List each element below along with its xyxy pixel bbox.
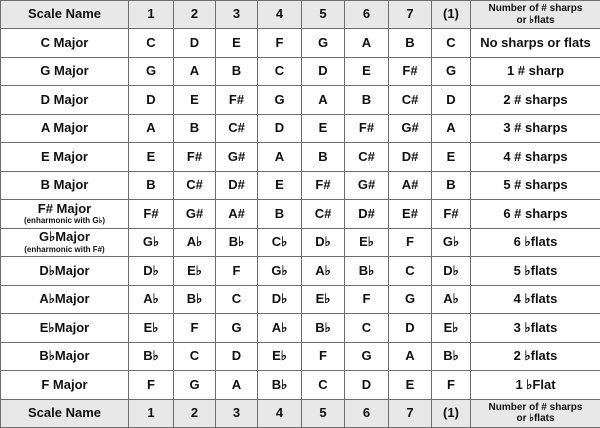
note-cell: B♭	[345, 257, 389, 286]
note-cell: B	[129, 171, 174, 200]
note-cell: D♭	[129, 257, 174, 286]
note-cell: C#	[174, 171, 216, 200]
note-cell: C#	[345, 143, 389, 172]
scale-name-cell	[1, 371, 129, 400]
note-cell: D	[174, 29, 216, 58]
note-cell: F	[174, 314, 216, 343]
note-cell: C♭	[258, 228, 302, 257]
note-cell: F	[302, 342, 345, 371]
scale-name: G Major	[1, 64, 128, 78]
degree-footer: 4	[258, 399, 302, 427]
note-cell: D	[302, 57, 345, 86]
note-cell: G#	[174, 200, 216, 229]
note-cell: B	[389, 29, 432, 58]
note-cell: G♭	[258, 257, 302, 286]
count-footer	[471, 399, 600, 427]
table-row	[1, 285, 600, 314]
note-cell: E	[345, 57, 389, 86]
accidental-count-cell: 4 ♭flats	[471, 285, 600, 314]
footer-row	[1, 399, 600, 427]
note-cell: A	[258, 143, 302, 172]
degree-header: (1)	[432, 1, 471, 29]
note-cell: A	[345, 29, 389, 58]
note-cell: C#	[389, 86, 432, 115]
note-cell: C	[389, 257, 432, 286]
table-row	[1, 314, 600, 343]
table-row	[1, 57, 600, 86]
note-cell: G	[258, 86, 302, 115]
table-row	[1, 371, 600, 400]
note-cell: C	[345, 314, 389, 343]
note-cell: D♭	[432, 257, 471, 286]
note-cell: F#	[302, 171, 345, 200]
accidental-count-cell: 5 ♭flats	[471, 257, 600, 286]
note-cell: A♭	[432, 285, 471, 314]
note-cell: G	[389, 285, 432, 314]
note-cell: C	[258, 57, 302, 86]
degree-footer: (1)	[432, 399, 471, 427]
note-cell: G♭	[129, 228, 174, 257]
scale-name-cell	[1, 171, 129, 200]
degree-header: 6	[345, 1, 389, 29]
header-row	[1, 1, 600, 29]
scale-name-cell	[1, 342, 129, 371]
note-cell: F#	[174, 143, 216, 172]
enharmonic-note: (enharmonic with F#)	[1, 246, 128, 255]
scale-name-cell	[1, 285, 129, 314]
table-row	[1, 257, 600, 286]
note-cell: F	[216, 257, 258, 286]
scale-name-cell	[1, 57, 129, 86]
degree-header: 3	[216, 1, 258, 29]
note-cell: A	[432, 114, 471, 143]
note-cell: B	[216, 57, 258, 86]
note-cell: E	[174, 86, 216, 115]
note-cell: E	[258, 171, 302, 200]
note-cell: A	[389, 342, 432, 371]
note-cell: D#	[216, 171, 258, 200]
note-cell: B♭	[302, 314, 345, 343]
scale-name-cell	[1, 29, 129, 58]
degree-header: 5	[302, 1, 345, 29]
note-cell: B♭	[129, 342, 174, 371]
accidental-count-cell: 3 # sharps	[471, 114, 600, 143]
note-cell: B♭	[216, 228, 258, 257]
note-cell: C	[432, 29, 471, 58]
note-cell: G	[345, 342, 389, 371]
note-cell: C	[302, 371, 345, 400]
scale-name-footer: Scale Name	[1, 399, 129, 427]
table-row	[1, 143, 600, 172]
note-cell: B	[345, 86, 389, 115]
note-cell: A♭	[129, 285, 174, 314]
note-cell: F#	[389, 57, 432, 86]
note-cell: D	[389, 314, 432, 343]
note-cell: A♭	[302, 257, 345, 286]
note-cell: G#	[389, 114, 432, 143]
note-cell: E	[129, 143, 174, 172]
scale-name-header: Scale Name	[1, 1, 129, 29]
scale-name: G♭Major	[1, 230, 128, 244]
count-footer-line2: or ♭flats	[471, 413, 600, 425]
note-cell: A#	[216, 200, 258, 229]
count-header-line1: Number of # sharps	[471, 3, 600, 15]
scale-name: D Major	[1, 93, 128, 107]
count-header-line2: or ♭flats	[471, 15, 600, 27]
note-cell: A♭	[174, 228, 216, 257]
note-cell: A	[302, 86, 345, 115]
note-cell: D♭	[258, 285, 302, 314]
note-cell: G	[129, 57, 174, 86]
note-cell: D♭	[302, 228, 345, 257]
note-cell: C	[174, 342, 216, 371]
scale-name: B Major	[1, 178, 128, 192]
note-cell: E♭	[432, 314, 471, 343]
note-cell: D#	[389, 143, 432, 172]
accidental-count-cell: 4 # sharps	[471, 143, 600, 172]
note-cell: F#	[432, 200, 471, 229]
scale-name: E Major	[1, 150, 128, 164]
table-row	[1, 171, 600, 200]
scale-name-cell	[1, 200, 129, 229]
scale-name: B♭Major	[1, 349, 128, 363]
degree-footer: 2	[174, 399, 216, 427]
accidental-count-cell: 1 # sharp	[471, 57, 600, 86]
note-cell: D	[345, 371, 389, 400]
degree-header: 7	[389, 1, 432, 29]
note-cell: B	[258, 200, 302, 229]
scale-name-cell	[1, 114, 129, 143]
note-cell: B♭	[174, 285, 216, 314]
accidental-count-cell: 6 # sharps	[471, 200, 600, 229]
note-cell: B	[174, 114, 216, 143]
note-cell: E	[302, 114, 345, 143]
note-cell: A	[129, 114, 174, 143]
degree-footer: 6	[345, 399, 389, 427]
degree-header: 1	[129, 1, 174, 29]
scale-name: A♭Major	[1, 292, 128, 306]
accidental-count-cell: No sharps or flats	[471, 29, 600, 58]
scale-name: E♭Major	[1, 321, 128, 335]
accidental-count-cell: 2 # sharps	[471, 86, 600, 115]
note-cell: E♭	[302, 285, 345, 314]
note-cell: F	[258, 29, 302, 58]
note-cell: F	[345, 285, 389, 314]
note-cell: E♭	[258, 342, 302, 371]
note-cell: G	[174, 371, 216, 400]
note-cell: B♭	[258, 371, 302, 400]
note-cell: G♭	[432, 228, 471, 257]
note-cell: E♭	[174, 257, 216, 286]
scale-name: D♭Major	[1, 264, 128, 278]
note-cell: G	[302, 29, 345, 58]
scale-name-cell	[1, 314, 129, 343]
enharmonic-note: (enharmonic with G♭)	[1, 217, 128, 226]
count-footer-line1: Number of # sharps	[471, 402, 600, 414]
note-cell: D	[258, 114, 302, 143]
note-cell: E#	[389, 200, 432, 229]
note-cell: A	[174, 57, 216, 86]
note-cell: E	[432, 143, 471, 172]
note-cell: E	[389, 371, 432, 400]
note-cell: D#	[345, 200, 389, 229]
note-cell: E	[216, 29, 258, 58]
scale-name-cell	[1, 143, 129, 172]
note-cell: G	[216, 314, 258, 343]
note-cell: F	[432, 371, 471, 400]
note-cell: F#	[345, 114, 389, 143]
note-cell: F#	[129, 200, 174, 229]
table-row	[1, 86, 600, 115]
note-cell: G	[432, 57, 471, 86]
accidental-count-cell: 5 # sharps	[471, 171, 600, 200]
note-cell: A#	[389, 171, 432, 200]
note-cell: C	[129, 29, 174, 58]
note-cell: D	[432, 86, 471, 115]
note-cell: B♭	[432, 342, 471, 371]
accidental-count-cell: 6 ♭flats	[471, 228, 600, 257]
scale-name-cell	[1, 228, 129, 257]
note-cell: C	[216, 285, 258, 314]
note-cell: B	[432, 171, 471, 200]
accidental-count-cell: 1 ♭Flat	[471, 371, 600, 400]
note-cell: A	[216, 371, 258, 400]
scale-name-cell	[1, 86, 129, 115]
note-cell: F#	[216, 86, 258, 115]
table-row	[1, 29, 600, 58]
note-cell: D	[216, 342, 258, 371]
scale-rows	[1, 29, 600, 400]
table-row	[1, 200, 600, 229]
table-row	[1, 228, 600, 257]
note-cell: E♭	[129, 314, 174, 343]
scale-name: C Major	[1, 36, 128, 50]
note-cell: G#	[345, 171, 389, 200]
note-cell: F	[389, 228, 432, 257]
degree-footer: 5	[302, 399, 345, 427]
note-cell: C#	[216, 114, 258, 143]
table-row	[1, 342, 600, 371]
degree-footer: 3	[216, 399, 258, 427]
note-cell: E♭	[345, 228, 389, 257]
scale-name: A Major	[1, 121, 128, 135]
scale-name: F Major	[1, 378, 128, 392]
count-header	[471, 1, 600, 29]
accidental-count-cell: 2 ♭flats	[471, 342, 600, 371]
scale-name: F# Major	[1, 202, 128, 216]
scale-name-cell	[1, 257, 129, 286]
degree-header: 2	[174, 1, 216, 29]
accidental-count-cell: 3 ♭flats	[471, 314, 600, 343]
note-cell: F	[129, 371, 174, 400]
note-cell: G#	[216, 143, 258, 172]
note-cell: B	[302, 143, 345, 172]
degree-footer: 1	[129, 399, 174, 427]
table-row	[1, 114, 600, 143]
note-cell: D	[129, 86, 174, 115]
degree-header: 4	[258, 1, 302, 29]
note-cell: C#	[302, 200, 345, 229]
note-cell: A♭	[258, 314, 302, 343]
degree-footer: 7	[389, 399, 432, 427]
